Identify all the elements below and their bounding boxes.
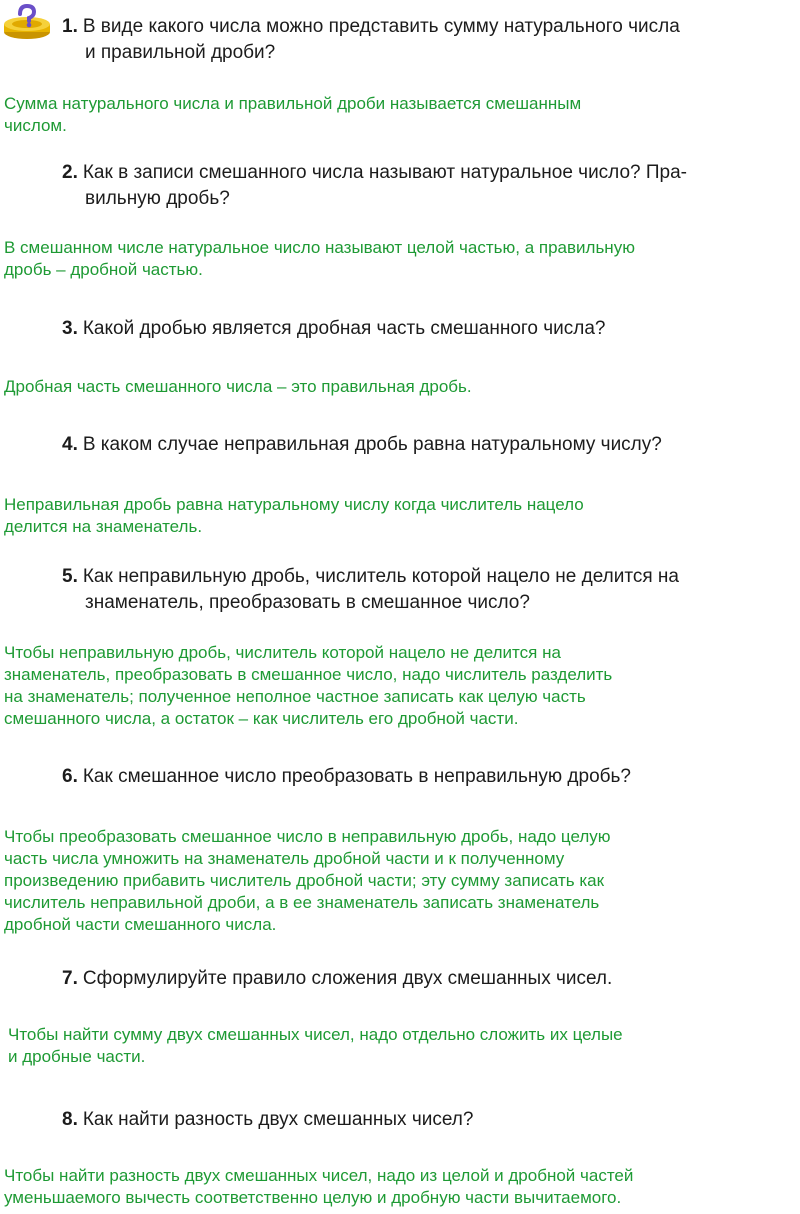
answer-8 — [4, 1165, 796, 1209]
answer-line: уменьшаемого вычесть соответственно целую и дробную части вычитаемого. — [4, 1188, 622, 1207]
answer-line: дробь – дробной частью. — [4, 260, 203, 279]
question-text: В виде какого числа можно представить сумму натурального числа — [82, 16, 680, 37]
question-text: Сформулируйте правило сложения двух смешанных чисел. — [82, 968, 613, 989]
answer-line: часть числа умножить на знаменатель дробной части и к полученному — [4, 849, 565, 868]
answer-line: знаменатель, преобразовать в смешанное число, надо числитель разделить — [4, 665, 613, 684]
question-1 — [62, 14, 680, 66]
question-text-cont: знаменатель, преобразовать в смешанное число? — [85, 592, 530, 613]
answer-line: Чтобы найти разность двух смешанных чисел, надо из целой и дробной частей — [4, 1166, 634, 1185]
question-2 — [62, 160, 687, 212]
question-5 — [62, 564, 679, 616]
question-8 — [62, 1107, 473, 1133]
answer-line: Чтобы преобразовать смешанное число в неправильную дробь, надо целую — [4, 827, 611, 846]
question-number: 5. — [62, 566, 78, 587]
question-number: 7. — [62, 968, 78, 989]
answer-line: Дробная часть смешанного числа – это правильная дробь. — [4, 377, 472, 396]
answer-2 — [4, 237, 796, 281]
answer-4 — [4, 494, 796, 538]
question-number: 2. — [62, 162, 78, 183]
question-number: 4. — [62, 434, 78, 455]
answer-line: на знаменатель; полученное неполное частное записать как целую часть — [4, 687, 586, 706]
answer-line: смешанного числа, а остаток – как числитель его дробной части. — [4, 709, 519, 728]
answer-5 — [4, 642, 796, 730]
answer-6 — [4, 826, 796, 936]
answer-line: делится на знаменатель. — [4, 517, 203, 536]
question-text: Как неправильную дробь, числитель которой нацело не делится на — [82, 566, 679, 587]
question-icon — [2, 4, 52, 40]
answer-line: произведению прибавить числитель дробной части; эту сумму записать как — [4, 871, 605, 890]
answer-7 — [8, 1024, 800, 1068]
question-number: 3. — [62, 318, 78, 339]
question-text: Как смешанное число преобразовать в неправильную дробь? — [82, 766, 631, 787]
answer-line: В смешанном числе натуральное число называют целой частью, а правильную — [4, 238, 635, 257]
answer-line: Неправильная дробь равна натуральному числу когда числитель нацело — [4, 495, 584, 514]
question-text-cont: вильную дробь? — [85, 188, 230, 209]
question-text: В каком случае неправильная дробь равна натуральному числу? — [82, 434, 662, 455]
question-text-cont: и правильной дроби? — [85, 42, 276, 63]
question-number: 1. — [62, 16, 78, 37]
question-number: 6. — [62, 766, 78, 787]
question-7 — [62, 966, 612, 992]
answer-line: числитель неправильной дроби, а в ее знаменатель записать знаменатель — [4, 893, 600, 912]
question-text: Какой дробью является дробная часть смешанного числа? — [82, 318, 606, 339]
answer-line: дробной части смешанного числа. — [4, 915, 277, 934]
answer-3 — [4, 376, 796, 398]
answer-line: числом. — [4, 116, 67, 135]
answer-1 — [4, 93, 796, 137]
question-6 — [62, 764, 631, 790]
question-text: Как в записи смешанного числа называют натуральное число? Пра- — [82, 162, 688, 183]
answer-line: Сумма натурального числа и правильной дроби называется смешанным — [4, 94, 582, 113]
question-number: 8. — [62, 1109, 78, 1130]
question-3 — [62, 316, 605, 342]
answer-line: Чтобы найти сумму двух смешанных чисел, надо отдельно сложить их целые — [8, 1025, 623, 1044]
question-text: Как найти разность двух смешанных чисел? — [82, 1109, 474, 1130]
question-4 — [62, 432, 662, 458]
answer-line: и дробные части. — [8, 1047, 146, 1066]
answer-line: Чтобы неправильную дробь, числитель которой нацело не делится на — [4, 643, 561, 662]
